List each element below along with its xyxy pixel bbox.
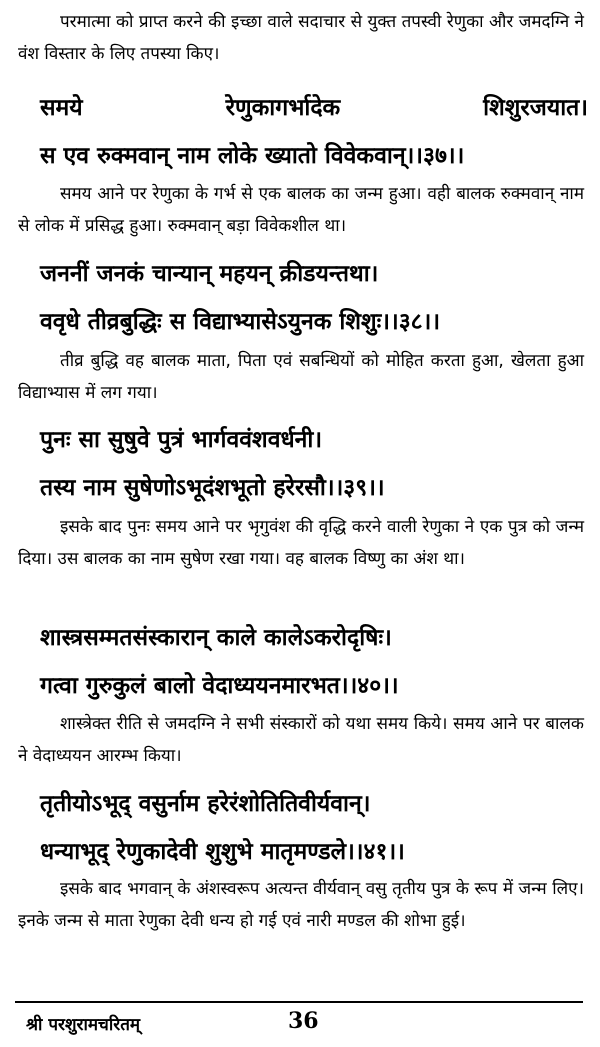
translation-paragraph: शास्त्रेक्त रीति से जमदग्नि ने सभी संस्कारों को यथा समय किये। समय आने पर बालक ने वेदाध्ययन आरम्भ किया।: [18, 714, 584, 766]
verse-line: स एव रुक्मवान् नाम लोके ख्यातो विवेकवान्।।३७।।: [40, 143, 465, 169]
translation-paragraph: परमात्मा को प्राप्त करने की इच्छा वाले सदाचार से युक्त तपस्वी रेणुका और जमदग्नि ने वंश विस्तार के लिए तपस्या किए।: [18, 12, 584, 64]
translation-paragraph: इसके बाद पुनः समय आने पर भृगुवंश की वृद्धि करने वाली रेणुका ने एक पुत्र को जन्म दिया। उस बालक का नाम सुषेण रखा गया। वह बालक विष्णु का अंश था।: [18, 517, 584, 569]
sanskrit-verse: [40, 84, 588, 180]
sanskrit-verse: [40, 780, 588, 876]
verse-line: तृतीयोऽभूद् वसुर्नाम हरेरंशोतितिवीर्यवान्।: [40, 791, 371, 817]
verse-line: शास्त्रसम्मतसंस्कारान् काले कालेऽकरोदृषिः।: [40, 625, 392, 651]
footer-divider: [15, 1001, 583, 1003]
book-title: श्री परशुरामचरितम्: [26, 1015, 141, 1035]
verse-line: तस्य नाम सुषेणोऽभूदंशभूतो हरेरसौ।।३९।।: [40, 475, 385, 501]
verse-line: गत्वा गुरुकुलं बालो वेदाध्ययनमारभत।।४०।।: [40, 673, 399, 699]
sanskrit-verse: [40, 416, 588, 512]
verse-line: पुनः सा सुषुवे पुत्रं भार्गववंशवर्धनी।: [40, 427, 323, 453]
page-number: 36: [288, 1008, 319, 1034]
translation-paragraph: इसके बाद भगवान् के अंशस्वरूप अत्यन्त वीर्यवान् वसु तृतीय पुत्र के रूप में जन्म लिए। इनके जन्म से माता रेणुका देवी धन्य हो गई एवं नारी मण्डल की शोभा हुई।: [18, 879, 584, 931]
verse-line: धन्याभूद् रेणुकादेवी शुशुभे मातृमण्डले।।४१।।: [40, 839, 405, 865]
translation-paragraph: तीव्र बुद्धि वह बालक माता, पिता एवं सबन्धियों को मोहित करता हुआ, खेलता हुआ विद्याभ्यास में लग गया।: [18, 351, 584, 403]
sanskrit-verse: [40, 614, 588, 710]
translation-paragraph: समय आने पर रेणुका के गर्भ से एक बालक का जन्म हुआ। वही बालक रुक्मवान् नाम से लोक में प्रसिद्ध हुआ। रुक्मवान् बड़ा विवेकशील था।: [18, 184, 584, 236]
verse-line: समये रेणुकागर्भादेक शिशुरजयात।: [40, 95, 588, 121]
verse-line: जननीं जनकं चान्यान् महयन् क्रीडयन्तथा।: [40, 261, 379, 287]
sanskrit-verse: [40, 250, 588, 346]
verse-line: ववृधे तीव्रबुद्धिः स विद्याभ्यासेऽयुनक शिशुः।।३८।।: [40, 309, 441, 335]
